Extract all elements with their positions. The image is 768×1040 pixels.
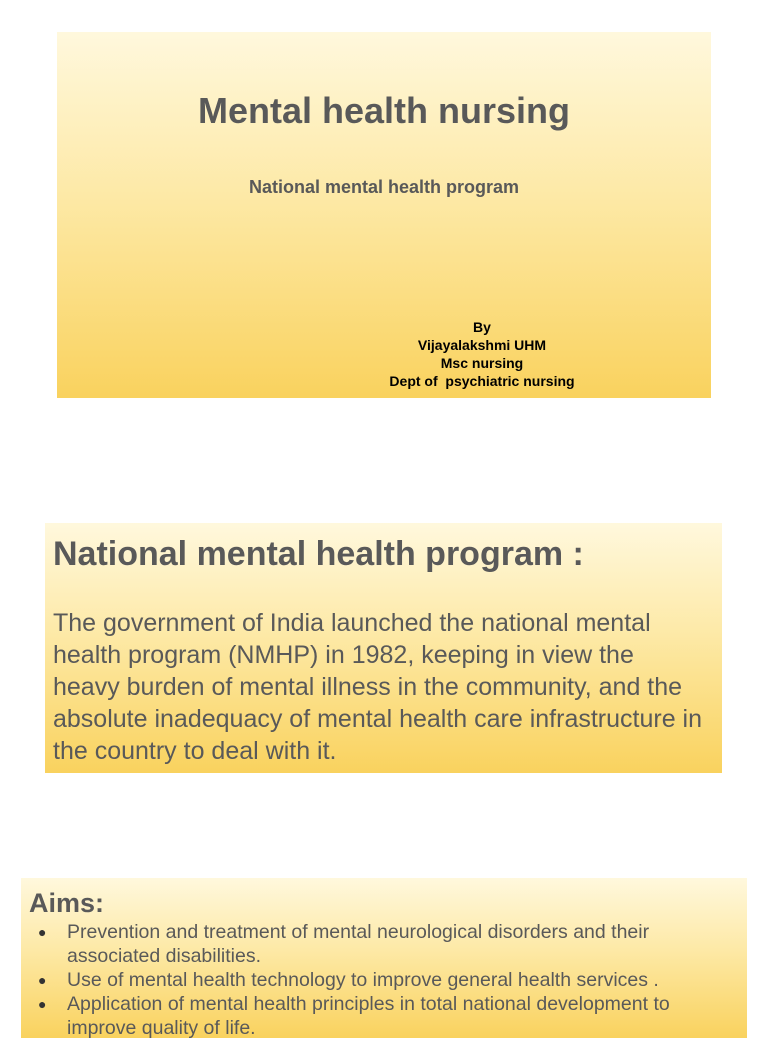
author-line-dept: Dept of psychiatric nursing (389, 373, 575, 389)
list-item (38, 920, 717, 968)
program-body: The government of India launched the national mental health program (NMHP) in 1982, keeping in view the heavy burden of mental illness in the community, and the absolute inadequacy of mental health care infrastructure in the country to deal with it. (53, 609, 702, 765)
program-heading: National mental health program : (53, 535, 584, 573)
author-line-degree: Msc nursing (440, 355, 524, 371)
list-item (38, 968, 717, 992)
author-line-name: Vijayalakshmi UHM (417, 337, 547, 353)
aim-text: Application of mental health principles in total national development to improve quality of life. (67, 993, 670, 1039)
bullet-dot-icon: ● (38, 996, 47, 1012)
bullet-dot-icon: ● (38, 924, 47, 940)
author-line-by: By (473, 319, 491, 335)
title-slide (57, 32, 711, 398)
bullet-dot-icon: ● (38, 972, 47, 988)
aims-list (21, 920, 717, 1040)
slide-title: Mental health nursing (197, 90, 571, 131)
author-block (347, 318, 617, 390)
slide-subtitle: National mental health program (248, 177, 520, 197)
aims-slide (21, 878, 747, 1038)
list-item (38, 992, 717, 1040)
aims-heading: Aims: (29, 888, 105, 918)
program-slide (45, 523, 722, 773)
aim-text: Prevention and treatment of mental neurological disorders and their associated disabilities. (67, 921, 650, 967)
aim-text: Use of mental health technology to improve general health services . (67, 969, 659, 991)
